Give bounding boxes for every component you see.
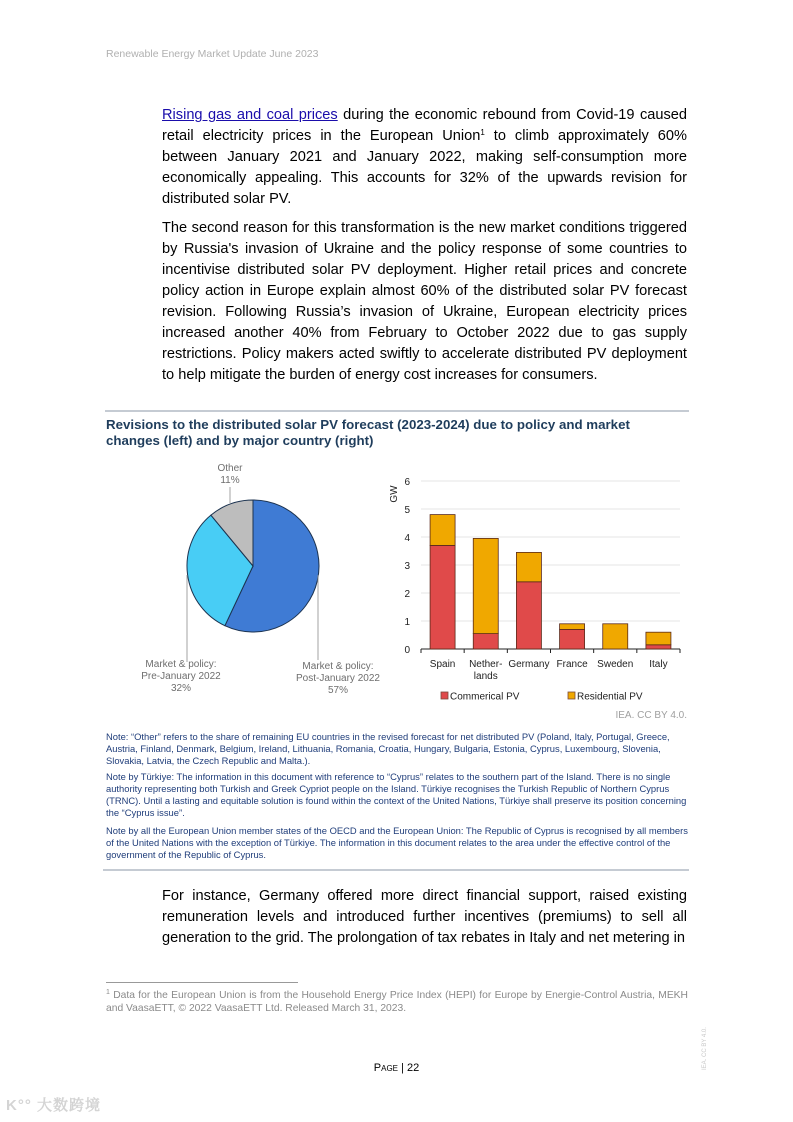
note-turkiye: Note by Türkiye: The information in this document with reference to “Cyprus” relates to the southern part of the Island. There is no single authority representing both Turkish and Greek Cypriot people on the Island. Türkiye recognises the Turkish Republic of Northern Cyprus (TRNC). Until a lasting and equitable solution is found within the context of the United Nations, Türkiye shall preserve its position concerning the “Cyprus issue”. — [106, 771, 687, 818]
bar-segment — [560, 629, 585, 649]
y-tick-label: 6 — [404, 477, 410, 488]
page-label: Page — [373, 1062, 398, 1074]
running-header: Renewable Energy Market Update June 2023 — [106, 48, 319, 60]
bar-segment — [516, 552, 541, 581]
y-tick-label: 5 — [404, 505, 410, 516]
legend-swatch — [441, 692, 448, 699]
x-tick-label: Italy — [649, 659, 668, 670]
pie-chart — [141, 463, 380, 696]
body-paragraph-3: For instance, Germany offered more direct financial support, raised existing remuneration levels and introduced further incentives (premiums) to sell all generation to the grid. The prolongation of tax rebates in Italy and net metering in — [162, 888, 687, 946]
pie-label: Post-January 2022 — [296, 673, 380, 684]
legend-label: Commerical PV — [450, 691, 520, 703]
side-credit-text: IEA. CC BY 4.0. — [702, 1027, 708, 1070]
bar-segment — [430, 545, 455, 649]
pie-label: 32% — [170, 683, 192, 694]
footnote — [106, 989, 688, 1015]
paragraph-1-text-b: to climb approximately 60% between January 2021 and January 2022, making self-consumption more economically appealing. This accounts for 32% of the upwards revision for distributed solar PV. — [162, 128, 687, 207]
page-number — [0, 1062, 793, 1074]
x-tick-label: Sweden — [597, 659, 634, 670]
pie-label: 57% — [327, 685, 349, 696]
y-axis-label: GW — [389, 485, 400, 503]
bar-chart — [389, 477, 680, 703]
figure-bottom-rule — [103, 869, 689, 871]
bar-segment — [603, 624, 628, 649]
pie-label: Other — [217, 463, 243, 474]
note-other: Note: “Other” refers to the share of remaining EU countries in the revised forecast for net distributed PV (Poland, Italy, Portugal, Greece, Austria, Finland, Denmark, Belgium, Ireland, Lithuania, Romania, Croatia, Hungary, Bulgaria, Estonia, Cyprus, Luxembourg, Slovenia, Slovakia, Latvia, the Czech Republic and Malta.). — [106, 731, 670, 766]
y-tick-label: 3 — [404, 561, 410, 572]
x-tick-label: Spain — [429, 659, 456, 670]
bar-segment — [560, 624, 585, 630]
pie-label: 11% — [220, 475, 240, 486]
pie-label: Pre-January 2022 — [141, 671, 221, 682]
body-paragraph-2: The second reason for this transformation is the new market conditions triggered by Russia's invasion of Ukraine and the policy response of some countries to incentivise distributed solar PV deployment. Higher retail prices and concrete policy action in Europe explain almost 60% of the distributed solar PV forecast revision. Following Russia’s invasion of Ukraine, European electricity prices increased another 40% from February to October 2022 due to gas supply restrictions. Policy makers acted swiftly to accelerate distributed PV deployment to help mitigate the burden of energy cost increases for consumers. — [162, 220, 687, 383]
bar-segment — [473, 538, 498, 633]
note-eu: Note by all the European Union member states of the OECD and the European Union: The Republic of Cyprus is recognised by all members of the United Nations with the exception of Türkiye. The information in this document relates to the area under the effective control of the government of the Republic of Cyprus. — [106, 825, 688, 860]
bar-segment — [646, 632, 671, 645]
footnote-marker: 1 — [106, 989, 110, 996]
rising-prices-link[interactable]: Rising gas and coal prices — [162, 107, 338, 123]
x-tick-label: Germany — [508, 659, 550, 670]
bar-segment — [473, 634, 498, 649]
pie-label: Market & policy: — [145, 659, 217, 670]
x-tick-label: Nether- — [469, 659, 503, 670]
paragraph-1-text-a: during the economic rebound from Covid-19 caused retail electricity prices in the European Union — [162, 107, 687, 144]
page-separator: | — [398, 1062, 407, 1074]
legend-label: Residential PV — [577, 691, 643, 703]
legend-swatch — [568, 692, 575, 699]
side-credit — [700, 1020, 714, 1072]
figure-credit: IEA. CC BY 4.0. — [615, 710, 687, 721]
watermark-logo: K°° 大数跨境 — [6, 1097, 101, 1114]
footnote-ref[interactable]: 1 — [480, 128, 485, 137]
figure-title: Revisions to the distributed solar PV forecast (2023-2024) due to policy and market changes (left) and by major country (right) — [106, 417, 630, 448]
x-tick-label: France — [556, 659, 588, 670]
footnote-rule — [106, 982, 298, 983]
bar-segment — [516, 582, 541, 649]
y-tick-label: 1 — [404, 617, 410, 628]
y-tick-label: 2 — [404, 589, 410, 600]
y-tick-label: 0 — [404, 645, 410, 656]
bar-segment — [430, 515, 455, 546]
footnote-text: Data for the European Union is from the Household Energy Price Index (HEPI) for Europe by Energie-Control Austria, MEKH and VaasaETT, © 2022 VaasaETT Ltd. Released March 31, 2023. — [106, 990, 688, 1014]
x-tick-label: lands — [473, 671, 498, 682]
bar-segment — [646, 645, 671, 649]
pie-label: Market & policy: — [302, 661, 374, 672]
y-tick-label: 4 — [404, 533, 410, 544]
page-number-value: 22 — [406, 1062, 420, 1074]
